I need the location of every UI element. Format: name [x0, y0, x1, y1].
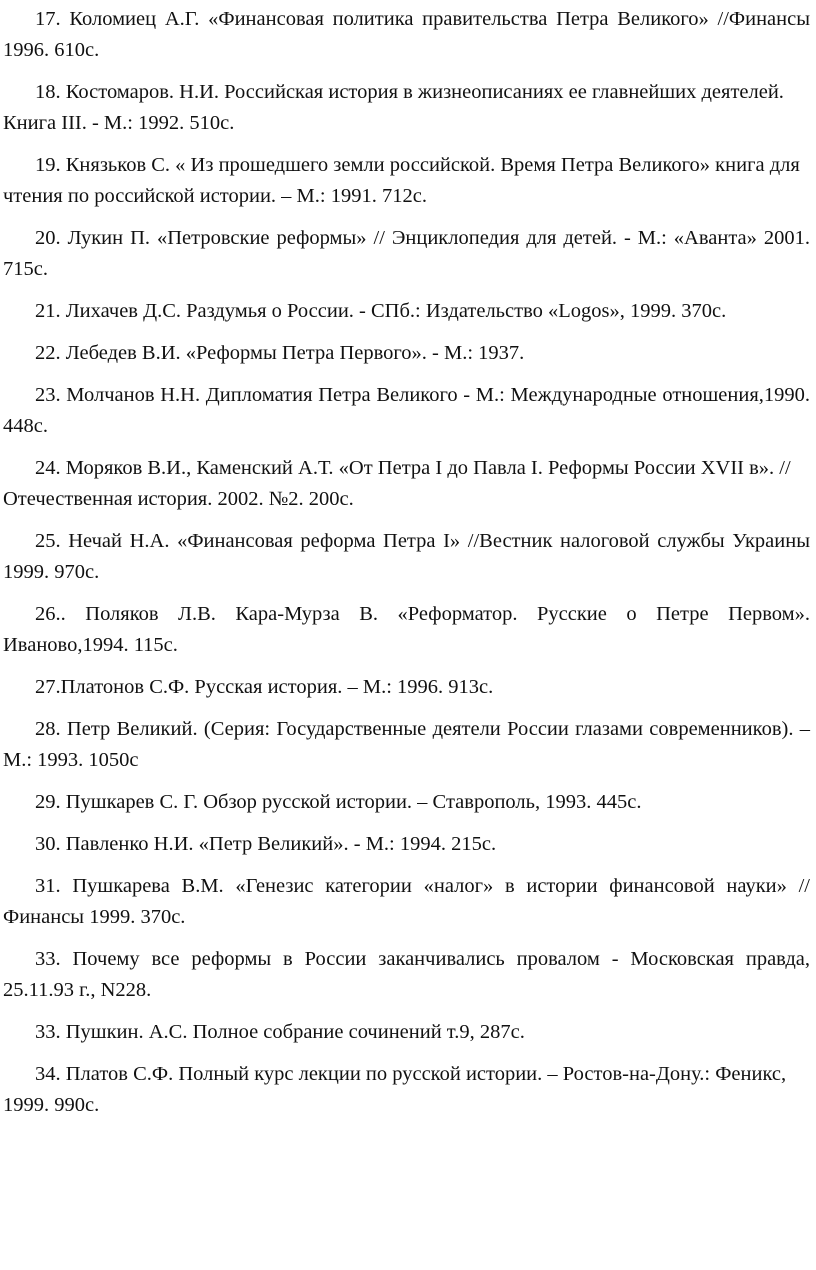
bibliography-entry: 29. Пушкарев С. Г. Обзор русской истории. – Ставрополь, 1993. 445с.	[35, 791, 642, 813]
bibliography-entry: 17. Коломиец А.Г. «Финансовая политика правительства Петра Великого» //Финансы 1996. 610с.	[3, 8, 810, 61]
bibliography-entry: 34. Платов С.Ф. Полный курс лекции по русской истории. – Ростов-на-Дону.: Феникс, 1999. 990с.	[3, 1063, 787, 1116]
bibliography-entry: 20. Лукин П. «Петровские реформы» // Энциклопедия для детей. - М.: «Аванта» 2001. 715с.	[3, 227, 810, 280]
bibliography-entry: 21. Лихачев Д.С. Раздумья о России. - СПб.: Издательство «Logos», 1999. 370с.	[35, 300, 727, 322]
bibliography-entry: 30. Павленко Н.И. «Петр Великий». - М.: 1994. 215с.	[35, 833, 497, 855]
bibliography-entry: 33. Почему все реформы в России заканчивались провалом - Московская правда, 25.11.93 г., N228.	[3, 948, 810, 1001]
bibliography-list	[3, 4, 810, 1121]
bibliography-entry: 22. Лебедев В.И. «Реформы Петра Первого». - М.: 1937.	[35, 342, 525, 364]
bibliography-entry: 27.Платонов С.Ф. Русская история. – М.: 1996. 913с.	[35, 676, 494, 698]
bibliography-entry: 18. Костомаров. Н.И. Российская история в жизнеописаниях ее главнейших деятелей. Книга III. - М.: 1992. 510с.	[3, 81, 784, 134]
bibliography-entry: 25. Нечай Н.А. «Финансовая реформа Петра I» //Вестник налоговой службы Украины 1999. 970с.	[3, 530, 810, 583]
bibliography-entry: 33. Пушкин. А.С. Полное собрание сочинений т.9, 287с.	[35, 1021, 525, 1043]
bibliography-entry: 24. Моряков В.И., Каменский А.Т. «От Петра I до Павла I. Реформы России XVII в». // Отечественная история. 2002. №2. 200с.	[3, 457, 791, 510]
bibliography-entry: 19. Князьков С. « Из прошедшего земли российской. Время Петра Великого» книга для чтения по российской истории. – М.: 1991. 712с.	[3, 154, 800, 207]
bibliography-entry: 23. Молчанов Н.Н. Дипломатия Петра Великого - М.: Международные отношения,1990. 448с.	[3, 384, 810, 437]
bibliography-entry: 26.. Поляков Л.В. Кара-Мурза В. «Реформатор. Русские о Петре Первом». Иваново,1994. 115с.	[3, 603, 810, 656]
bibliography-entry: 28. Петр Великий. (Серия: Государственные деятели России глазами современников). – М.: 1993. 1050с	[3, 718, 810, 771]
bibliography-entry: 31. Пушкарева В.М. «Генезис категории «налог» в истории финансовой науки» //Финансы 1999. 370с.	[3, 875, 810, 928]
